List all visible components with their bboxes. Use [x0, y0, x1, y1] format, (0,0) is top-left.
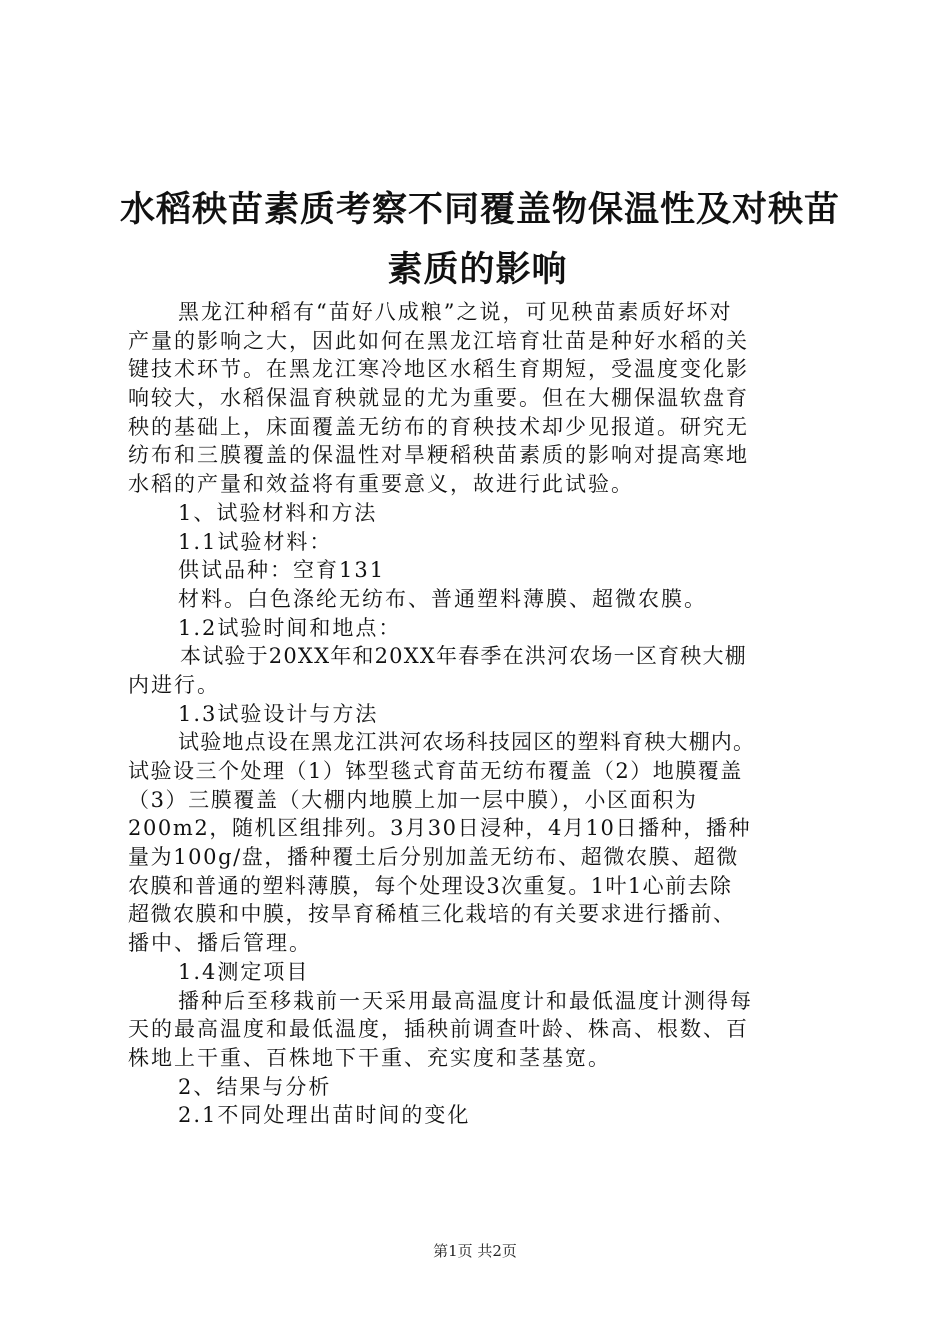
paragraph-line: 试验设三个处理（1）钵型毯式育苗无纺布覆盖（2）地膜覆盖: [128, 759, 743, 783]
section-heading: 1、试验材料和方法: [178, 500, 378, 525]
document-title-line-1: 水稻秧苗素质考察不同覆盖物保温性及对秧苗: [120, 190, 841, 230]
paragraph-line: 播种后至移栽前一天采用最高温度计和最低温度计测得每: [178, 988, 753, 1013]
paragraph-line: 本试验于20XX年和20XX年春季在洪河农场一区育秧大棚: [180, 644, 747, 669]
page-footer: 第1页 共2页: [433, 1242, 517, 1260]
paragraph-line: 材料。白色涤纶无纺布、普通塑料薄膜、超微农膜。: [178, 586, 707, 611]
paragraph-line: 试验地点设在黑龙江洪河农场科技园区的塑料育秧大棚内。: [178, 730, 756, 755]
document-body: [128, 298, 840, 1130]
paragraph-line: 键技术环节。在黑龙江寒冷地区水稻生育期短，受温度变化影: [128, 357, 749, 382]
subsection-heading: 1.4测定项目: [178, 959, 310, 984]
section-heading: 2、结果与分析: [178, 1074, 332, 1099]
paragraph-line: 天的最高温度和最低温度，插秧前调查叶龄、株高、根数、百: [128, 1017, 749, 1042]
paragraph-line: 产量的影响之大，因此如何在黑龙江培育壮苗是种好水稻的关: [128, 328, 749, 353]
paragraph-line: 水稻的产量和效益将有重要意义，故进行此试验。: [128, 472, 634, 497]
subsection-heading: 1.1试验材料：: [178, 529, 333, 554]
paragraph-line: 播中、播后管理。: [128, 931, 312, 956]
paragraph-line: （3）三膜覆盖（大棚内地膜上加一层中膜），小区面积为: [128, 787, 698, 812]
paragraph-line: 黑龙江种稻有“苗好八成粮”之说，可见秧苗素质好坏对: [178, 300, 733, 324]
paragraph-line: 秧的基础上，床面覆盖无纺布的育秧技术却少见报道。研究无: [128, 414, 749, 439]
paragraph-line: 株地上干重、百株地下干重、充实度和茎基宽。: [128, 1045, 611, 1070]
paragraph-line: 响较大，水稻保温育秧就显的尤为重要。但在大棚保温软盘育: [128, 386, 749, 411]
subsection-heading: 1.2试验时间和地点：: [178, 615, 402, 640]
paragraph-line: 内进行。: [128, 672, 220, 697]
subsection-heading: 1.3试验设计与方法: [178, 701, 379, 726]
paragraph-line: 供试品种：空育131: [178, 558, 386, 583]
paragraph-line: 纺布和三膜覆盖的保温性对旱粳稻秧苗素质的影响对提高寒地: [128, 443, 749, 468]
paragraph-line: 200m2，随机区组排列。3月30日浸种，4月10日播种，播种: [128, 816, 752, 841]
document-title-line-2: 素质的影响: [387, 250, 568, 290]
paragraph-line: 农膜和普通的塑料薄膜，每个处理设3次重复。1叶1心前去除: [128, 873, 733, 898]
paragraph-line: 量为100g/盘，播种覆土后分别加盖无纺布、超微农膜、超微: [128, 845, 739, 870]
subsection-heading: 2.1不同处理出苗时间的变化: [178, 1103, 471, 1128]
paragraph-line: 超微农膜和中膜，按旱育稀植三化栽培的有关要求进行播前、: [128, 902, 736, 927]
